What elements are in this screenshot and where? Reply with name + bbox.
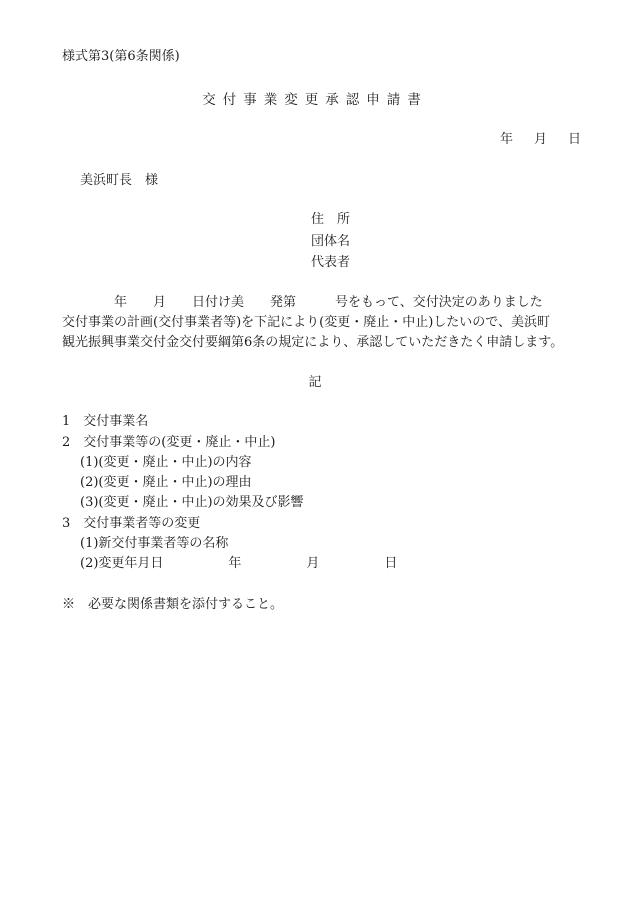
body-line: 観光振興事業交付金交付要綱第6条の規定により、承認していただきたく申請します。 <box>62 335 564 350</box>
applicant-organization-label: 団体名 <box>311 234 351 249</box>
item-2-sub-2: (2)(変更・廃止・中止)の理由 <box>80 475 252 490</box>
date-month-label: 月 <box>534 132 548 147</box>
item-2-sub-1: (1)(変更・廃止・中止)の内容 <box>80 455 252 470</box>
date-day-label: 日 <box>568 132 582 147</box>
date-year-label: 年 <box>500 132 514 147</box>
body-paragraph <box>62 293 590 353</box>
body-line: 交付事業の計画(交付事業者等)を下記により(変更・廃止・中止)したいので、美浜町 <box>62 315 551 330</box>
attachment-note: ※ 必要な関係書類を添付すること。 <box>62 597 284 612</box>
item-3-sub-2: (2)変更年月日 年 月 日 <box>80 556 398 571</box>
form-number: 様式第3(第6条関係) <box>62 49 180 64</box>
applicant-representative-label: 代表者 <box>311 255 351 270</box>
date-line <box>500 133 581 146</box>
item-2-sub-3: (3)(変更・廃止・中止)の効果及び影響 <box>80 495 304 510</box>
item-2: 2 交付事業等の(変更・廃止・中止) <box>62 435 276 450</box>
document-title: 交付事業変更承認申請書 <box>202 92 428 108</box>
applicant-address-label: 住 所 <box>311 212 351 227</box>
addressee: 美浜町長 様 <box>80 173 159 188</box>
item-1: 1 交付事業名 <box>62 414 149 429</box>
ki-heading: 記 <box>308 375 322 390</box>
item-3: 3 交付事業者等の変更 <box>62 516 201 531</box>
body-line: 年 月 日付け美 発第 号をもって、交付決定のありました <box>62 295 543 310</box>
item-3-sub-1: (1)新交付事業者等の名称 <box>80 536 229 551</box>
